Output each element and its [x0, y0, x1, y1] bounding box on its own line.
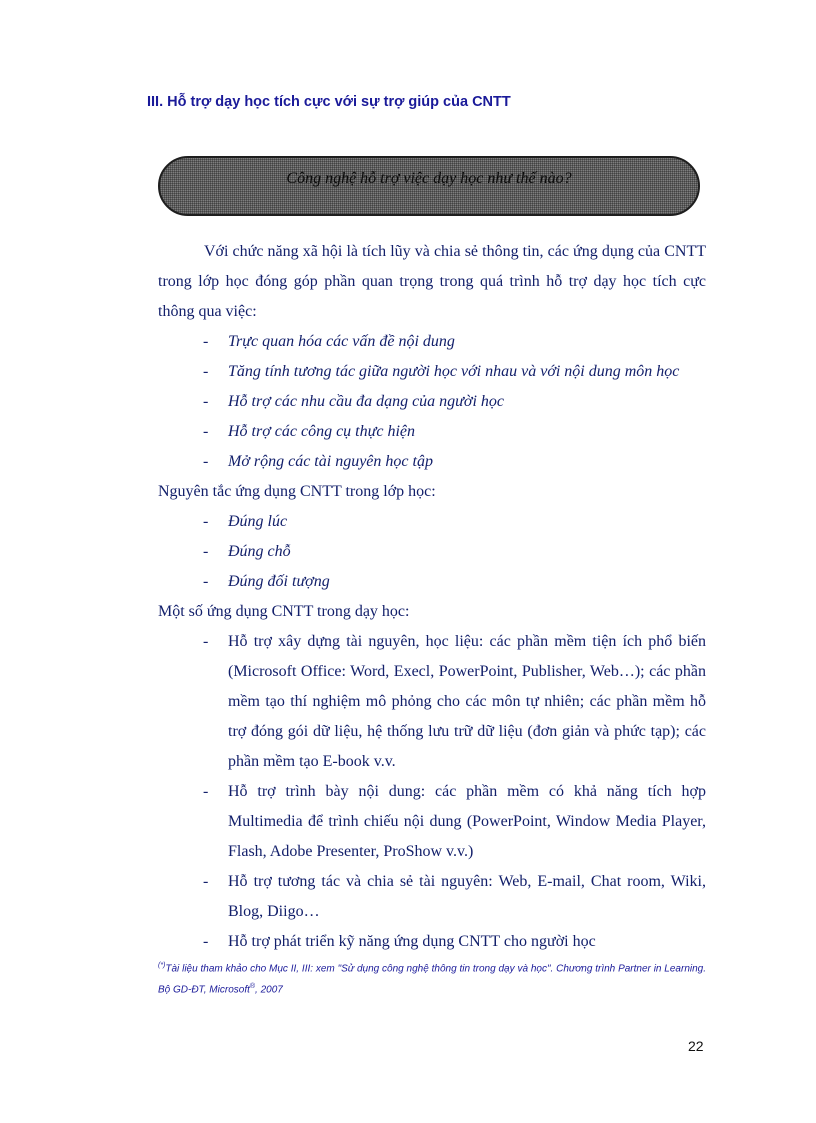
registered-mark: ®	[249, 983, 256, 991]
footnote-text: Tài liệu tham khảo cho Mục II, III: xem "Sử dụng công nghệ thông tin trong dạy và học". Chương trình Partner in Learning. Bộ GD-ĐT, Microsoft	[158, 963, 706, 996]
principles-list	[158, 507, 706, 597]
question-banner	[158, 156, 700, 216]
list-dash: -	[203, 933, 209, 950]
applications-title: Một số ứng dụng CNTT trong dạy học:	[158, 603, 410, 620]
list-item: - Hỗ trợ tương tác và chia sẻ tài nguyên: Web, E-mail, Chat room, Wiki, Blog, Diigo…	[158, 867, 706, 927]
banner-text: Công nghệ hỗ trợ việc dạy học như thế nào?	[286, 170, 572, 187]
page-number: 22	[688, 1038, 704, 1054]
footnote-marker: (*)	[158, 962, 166, 969]
list-dash: -	[203, 423, 209, 440]
list-item: - Hỗ trợ trình bày nội dung: các phần mềm có khả năng tích hợp Multimedia để trình chiếu nội dung (PowerPoint, Window Media Player, Flash, Adobe Presenter, ProShow v.v.)	[158, 777, 706, 867]
list-dash: -	[203, 393, 209, 410]
footnote	[158, 957, 706, 1000]
list-dash: -	[203, 333, 209, 350]
applications-list	[158, 627, 706, 957]
list-dash: -	[203, 873, 209, 890]
list-dash: -	[203, 783, 209, 800]
footnote-year: , 2007	[255, 984, 283, 996]
benefits-list	[158, 327, 706, 477]
section-heading: III. Hỗ trợ dạy học tích cực với sự trợ giúp của CNTT	[147, 94, 511, 110]
list-item: - Đúng lúc	[158, 507, 706, 537]
list-item: - Hỗ trợ xây dựng tài nguyên, học liệu: các phần mềm tiện ích phổ biến (Microsoft Office: Word, Execl, PowerPoint, Publisher, Web…); các phần mềm tạo thí nghiệm mô phỏng cho các môn tự nhiên; các phần mềm hỗ trợ đóng gói dữ liệu, hệ thống lưu trữ dữ liệu (đơn giản và phức tạp); các phần mềm tạo E-book v.v.	[158, 627, 706, 777]
list-item: - Đúng đối tượng	[158, 567, 706, 597]
list-item: - Hỗ trợ phát triển kỹ năng ứng dụng CNTT cho người học	[158, 927, 706, 957]
list-item: - Mở rộng các tài nguyên học tập	[158, 447, 706, 477]
list-dash: -	[203, 543, 209, 560]
list-dash: -	[203, 633, 209, 650]
principles-title: Nguyên tắc ứng dụng CNTT trong lớp học:	[158, 483, 436, 500]
list-dash: -	[203, 513, 209, 530]
list-item: - Tăng tính tương tác giữa người học với nhau và với nội dung môn học	[158, 357, 706, 387]
list-dash: -	[203, 573, 209, 590]
list-dash: -	[203, 453, 209, 470]
list-dash: -	[203, 363, 209, 380]
intro-paragraph: Với chức năng xã hội là tích lũy và chia sẻ thông tin, các ứng dụng của CNTT trong lớp học đóng góp phần quan trọng trong quá trình hỗ trợ dạy học tích cực thông qua việc:	[158, 243, 706, 320]
list-item: - Hỗ trợ các nhu cầu đa dạng của người học	[158, 387, 706, 417]
list-item: - Hỗ trợ các công cụ thực hiện	[158, 417, 706, 447]
list-item: - Đúng chỗ	[158, 537, 706, 567]
list-item: - Trực quan hóa các vấn đề nội dung	[158, 327, 706, 357]
